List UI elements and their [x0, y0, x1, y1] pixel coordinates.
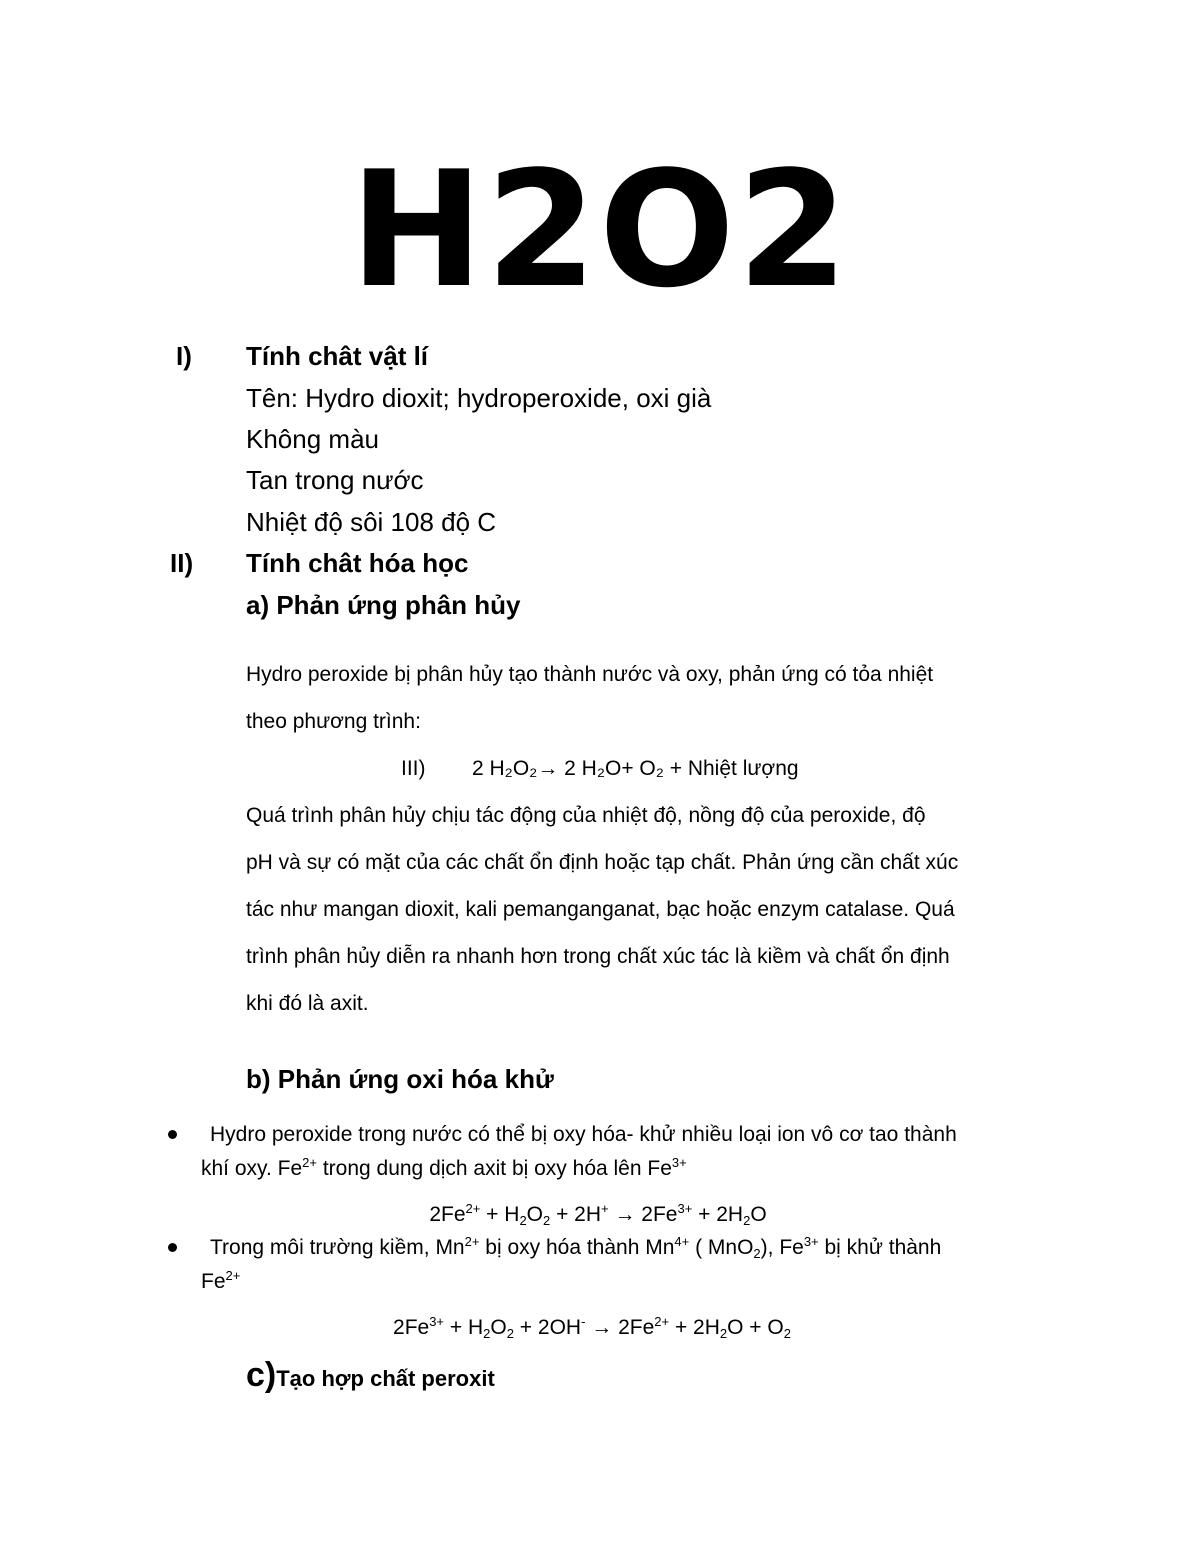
section-2-numeral: II) [170, 548, 194, 578]
decomposition-equation: 2 H₂O₂→ 2 H₂O+ O₂ + Nhiệt lượng [472, 757, 799, 780]
bullet-1-line-1: Hydro peroxide trong nước có thể bị oxy hóa- khử nhiều loại ion vô cơ tao thành [210, 1123, 957, 1146]
redox-equation-1: $2Fe^{2+} + H_2O_2 + 2H^+ \to 2Fe^{3+} + 2H_2O$ [429, 1201, 767, 1228]
subsection-a-body-line-5: khi đó là axit. [246, 992, 369, 1015]
section-1-heading: Tính chât vật lí [246, 341, 429, 371]
subsection-c-heading [246, 1356, 495, 1395]
section-1-line-color: Không màu [246, 424, 379, 454]
subsection-a-heading: a) Phản ứng phân hủy [246, 590, 521, 620]
bullet-2-dot [168, 1243, 177, 1252]
subsection-a-intro-line-1: Hydro peroxide bị phân hủy tạo thành nước và oxy, phản ứng có tỏa nhiệt [246, 663, 934, 686]
equation-numeral: III) [401, 757, 426, 780]
section-1-line-boiling: Nhiệt độ sôi 108 độ C [246, 507, 497, 537]
section-1-line-solubility: Tan trong nước [246, 465, 424, 495]
bullet-2-line-2: $Fe^{2+}$ [201, 1268, 241, 1293]
subsection-a-body-line-3: tác như mangan dioxit, kali pemanganganat, bạc hoặc enzym catalase. Quá [246, 898, 955, 921]
section-2-heading: Tính chât hóa học [246, 548, 469, 578]
bullet-1-line-2: khí oxy. $Fe^{2+}$ trong dung dịch axit bị oxy hóa lên $Fe^{3+}$ [201, 1155, 687, 1180]
section-1-numeral: I) [176, 341, 192, 371]
subsection-a-body-line-4: trình phân hủy diễn ra nhanh hơn trong chất xúc tác là kiềm và chất ổn định [246, 945, 950, 968]
subsection-a-body-line-2: pH và sự có mặt của các chất ổn định hoặc tạp chất. Phản ứng cần chất xúc [246, 851, 959, 874]
subsection-a-body-line-1: Quá trình phân hủy chịu tác động của nhiệt độ, nồng độ của peroxide, độ [246, 804, 926, 827]
subsection-c-letter: c) [246, 1356, 277, 1394]
subsection-b-heading: b) Phản ứng oxi hóa khử [246, 1064, 554, 1094]
bullet-1-dot [168, 1130, 177, 1139]
redox-equation-2: $2Fe^{3+} + H_2O_2 + 2OH^- \to 2Fe^{2+} + 2H_2O + O_2$ [393, 1314, 791, 1341]
bullet-2-line-1: Trong môi trường kiềm, $Mn^{2+}$ bị oxy hóa thành $Mn^{4+}$ ( MnO$_2$), $Fe^{3+}$ bị khử thành [210, 1234, 942, 1261]
page-title: H2O2 [349, 136, 851, 323]
subsection-c-title: Tạo hợp chất peroxit [276, 1366, 495, 1391]
section-1-line-name: Tên: Hydro dioxit; hydroperoxide, oxi già [246, 383, 712, 413]
subsection-a-intro-line-2: theo phương trình: [246, 710, 421, 733]
